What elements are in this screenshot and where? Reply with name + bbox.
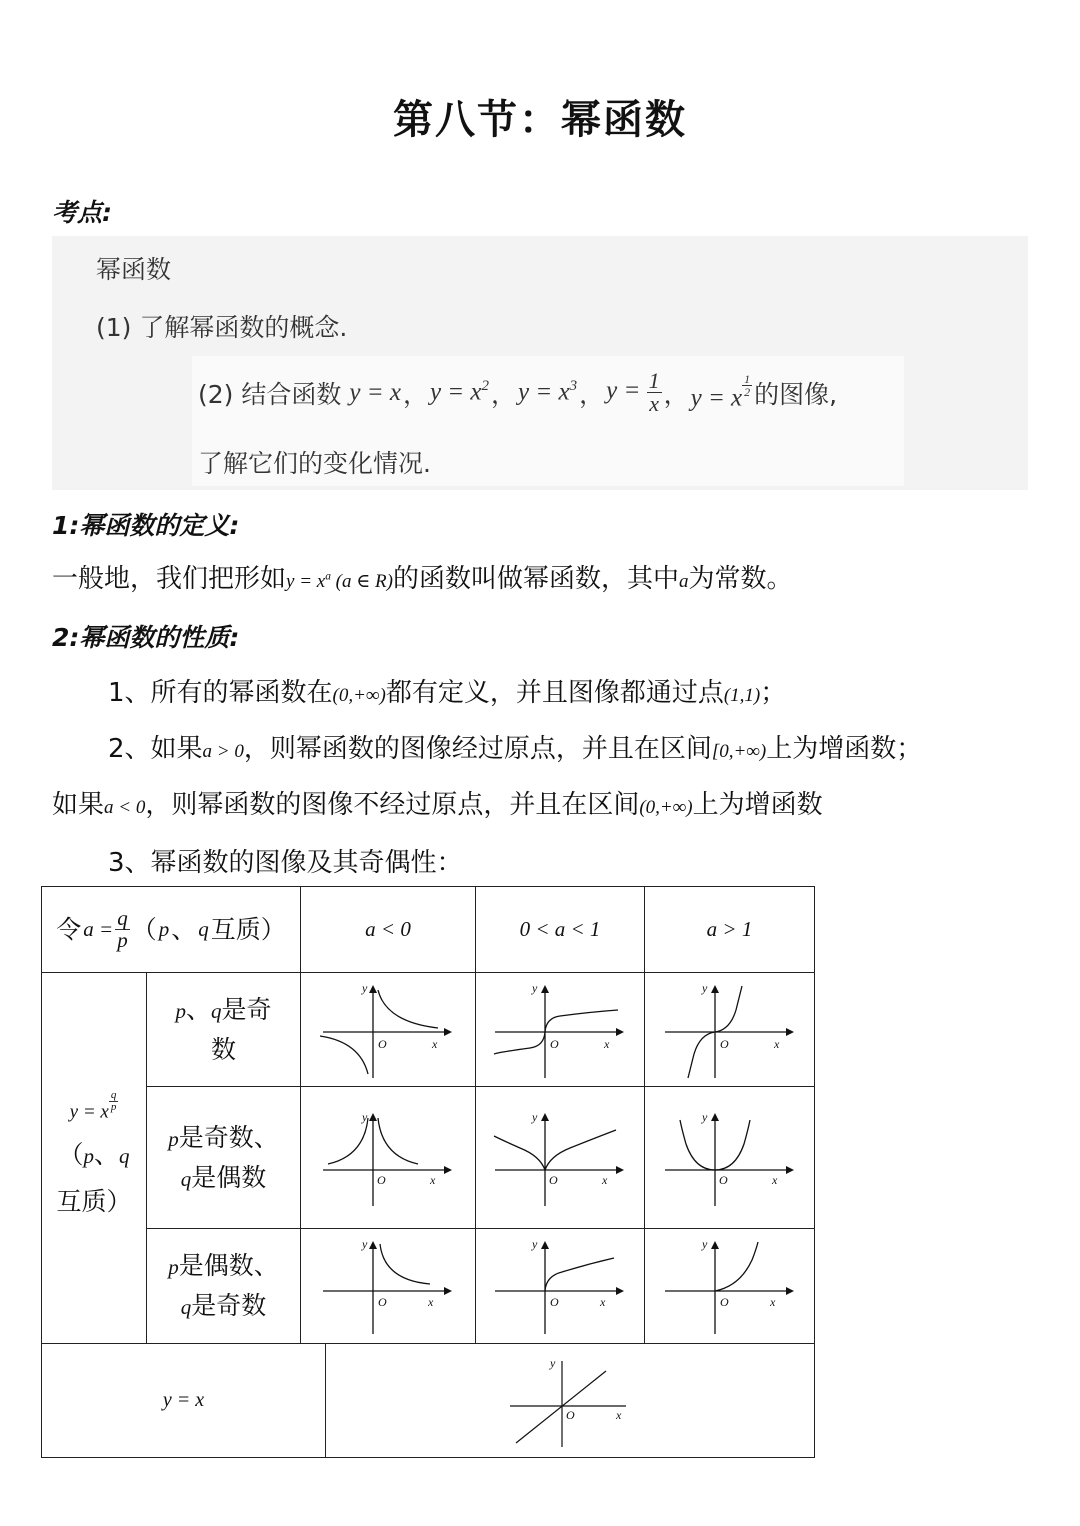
svg-text:x: x — [773, 1036, 779, 1051]
svg-text:y: y — [532, 980, 538, 995]
svg-text:x: x — [602, 1172, 608, 1187]
svg-text:x: x — [616, 1407, 622, 1422]
graph-cell-odd-odd-a-greater-1 — [644, 972, 815, 1087]
svg-text:O: O — [378, 1036, 387, 1051]
svg-text:O: O — [377, 1172, 386, 1187]
svg-text:y: y — [701, 1109, 707, 1124]
graph-odd-odd-a-between-0-1 — [490, 980, 630, 1080]
svg-text:x: x — [430, 1172, 436, 1187]
page-title: 第八节：幂函数 — [393, 97, 687, 143]
row-label-p-q-odd: p、q是奇 数 — [146, 972, 301, 1087]
power-function-table — [41, 886, 815, 1458]
graph-odd-odd-a-negative — [318, 980, 458, 1080]
definition-text: 一般地，我们把形如$y = x^a$ (a ∈ R)的函数叫做幂函数，其中a为常数。 — [52, 564, 793, 594]
graph-even-odd-a-greater-1 — [660, 1236, 800, 1336]
svg-text:O: O — [550, 1036, 559, 1051]
table-corner-cell: 令 a = $\frac{q}{p}$ （ p 、 q 互质） — [41, 886, 301, 973]
definition-formula: $y = x^a$ (a ∈ R) — [286, 570, 393, 592]
svg-text:y: y — [362, 1109, 368, 1124]
svg-text:O: O — [378, 1295, 387, 1309]
property-3: 3、幂函数的图像及其奇偶性： — [108, 848, 463, 878]
column-header-a-negative: a < 0 — [300, 886, 476, 973]
exam-topic: 幂函数 — [96, 255, 172, 284]
svg-text:x: x — [604, 1036, 610, 1051]
exam-item-2-line2: 了解它们的变化情况. — [198, 449, 431, 478]
svg-text:O: O — [550, 1295, 559, 1309]
svg-text:y: y — [362, 980, 368, 995]
svg-text:y: y — [701, 980, 707, 995]
formula-y-x2: $y = x^2$ — [429, 378, 490, 406]
formula-y-1-over-x: y = $\frac{1}{x}$ — [606, 368, 660, 416]
graph-odd-even-a-negative — [318, 1108, 458, 1208]
graph-odd-odd-a-greater-1 — [660, 980, 800, 1080]
graph-cell-odd-odd-a-between-0-1 — [475, 972, 645, 1087]
graph-odd-even-a-between-0-1 — [490, 1108, 630, 1208]
svg-text:y: y — [532, 1109, 538, 1124]
svg-text:O: O — [718, 1172, 728, 1187]
graph-cell-odd-even-a-negative — [300, 1086, 476, 1229]
svg-text:O: O — [549, 1172, 558, 1187]
svg-text:O: O — [566, 1407, 575, 1422]
graph-cell-even-odd-a-between-0-1 — [475, 1228, 645, 1344]
svg-text:y: y — [550, 1355, 556, 1370]
graph-even-odd-a-between-0-1 — [490, 1236, 630, 1336]
exam-item-1: (1) 了解幂函数的概念. — [96, 313, 348, 342]
svg-text:O: O — [719, 1295, 729, 1309]
graph-cell-even-odd-a-negative — [300, 1228, 476, 1344]
formula-y-x3: $y = x^3$ — [518, 378, 578, 406]
svg-text:y: y — [532, 1237, 538, 1251]
svg-text:x: x — [769, 1295, 775, 1309]
property-2-continued: 如果a < 0，则幂函数的图像不经过原点，并且在区间(0,+∞)上为增函数 — [52, 790, 823, 820]
graph-y-equals-x — [500, 1351, 640, 1451]
graph-cell-even-odd-a-greater-1 — [644, 1228, 815, 1344]
row-label-p-even-q-odd: p是偶数、 q是奇数 — [146, 1228, 301, 1344]
graph-cell-odd-odd-a-negative — [300, 972, 476, 1087]
svg-text:x: x — [600, 1295, 606, 1309]
last-row-label-cell: y = x — [41, 1343, 326, 1458]
last-row-graph-cell — [325, 1343, 815, 1458]
svg-text:x: x — [428, 1295, 434, 1309]
formula-y-sqrt-x: y = x $\frac{1}{2}$ — [690, 371, 751, 412]
svg-text:y: y — [362, 1237, 368, 1251]
svg-text:x: x — [432, 1036, 438, 1051]
column-header-a-between-0-1: 0 < a < 1 — [475, 886, 645, 973]
exam-points-heading: 考点: — [52, 198, 112, 227]
property-2: 2、如果a > 0，则幂函数的图像经过原点，并且在区间[0,+∞)上为增函数； — [108, 734, 923, 764]
side-formula-cell: y = x $\frac{q}{p}$ （p、q 互质） — [41, 972, 147, 1344]
definition-heading: 1:幂函数的定义: — [52, 511, 240, 540]
svg-text:x: x — [771, 1172, 777, 1187]
svg-text:O: O — [719, 1036, 729, 1051]
graph-cell-odd-even-a-between-0-1 — [475, 1086, 645, 1229]
column-header-a-greater-1: a > 1 — [644, 886, 815, 973]
graph-odd-even-a-greater-1 — [660, 1108, 800, 1208]
graph-cell-odd-even-a-greater-1 — [644, 1086, 815, 1229]
graph-even-odd-a-negative — [318, 1236, 458, 1336]
property-1: 1、所有的幂函数在(0,+∞)都有定义，并且图像都通过点(1,1)； — [108, 678, 787, 708]
properties-heading: 2:幂函数的性质: — [52, 623, 240, 652]
exam-item-2-line1: (2) 结合函数 y = x ， $y = x^2$ ， $y = x^3$ ， y = $\frac{1}{x}$ ， y = x $\frac{1}{2}$ 的图像, — [198, 368, 838, 416]
svg-text:y: y — [701, 1237, 707, 1251]
row-label-p-odd-q-even: p是奇数、 q是偶数 — [146, 1086, 301, 1229]
formula-y-x: y = x — [349, 378, 401, 406]
